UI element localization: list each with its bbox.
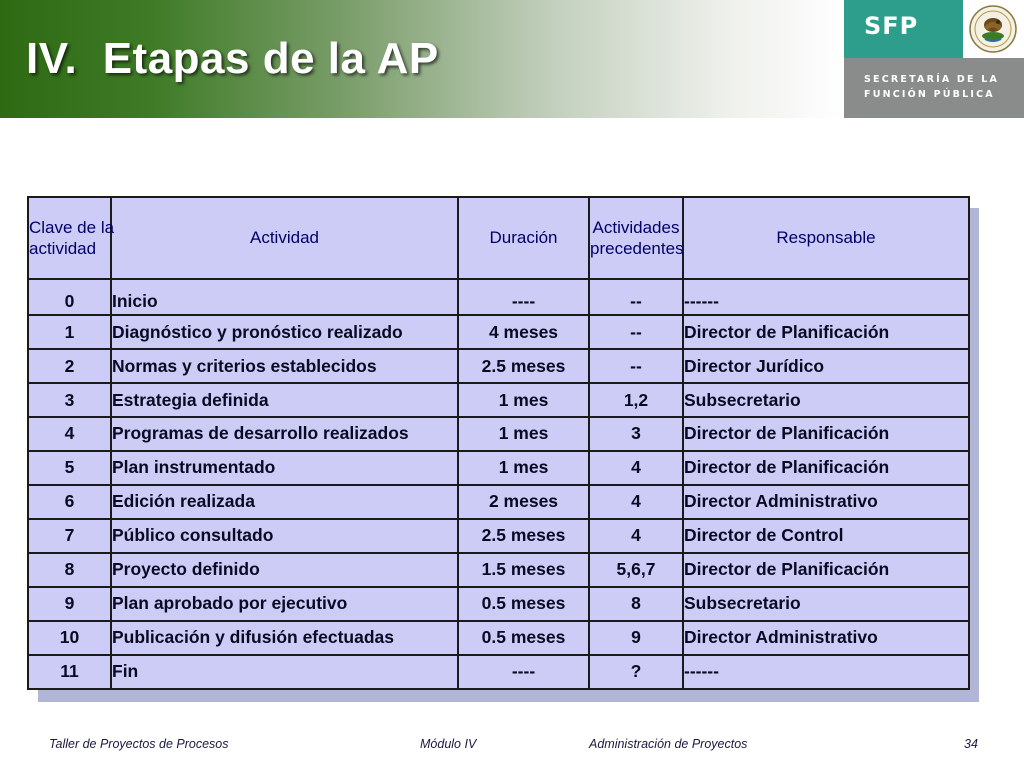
cell-duracion: 2.5 meses bbox=[458, 519, 589, 553]
cell-actividad: Inicio bbox=[111, 279, 458, 315]
cell-clave: 5 bbox=[28, 451, 111, 485]
table-row bbox=[28, 383, 969, 417]
cell-clave: 0 bbox=[28, 279, 111, 315]
cell-actividad: Plan instrumentado bbox=[111, 451, 458, 485]
slide-title: IV. Etapas de la AP bbox=[26, 34, 439, 83]
cell-precedentes: 4 bbox=[589, 451, 683, 485]
sfp-caption bbox=[864, 72, 1014, 102]
cell-precedentes: 4 bbox=[589, 485, 683, 519]
cell-responsable: Director de Control bbox=[683, 519, 969, 553]
table-row bbox=[28, 655, 969, 689]
cell-responsable: Director de Planificación bbox=[683, 553, 969, 587]
cell-responsable: Director de Planificación bbox=[683, 417, 969, 451]
header-clave bbox=[28, 197, 115, 279]
mexico-coat-of-arms-icon bbox=[967, 3, 1019, 55]
cell-precedentes: -- bbox=[589, 315, 683, 349]
table-row bbox=[28, 417, 969, 451]
cell-duracion: 1 mes bbox=[458, 451, 589, 485]
activity-table-container bbox=[27, 196, 968, 690]
sfp-caption-line2: FUNCIÓN PÚBLICA bbox=[864, 89, 995, 100]
cell-actividad: Público consultado bbox=[111, 519, 458, 553]
footer-course: Taller de Proyectos de Procesos bbox=[49, 737, 229, 751]
cell-precedentes: 3 bbox=[589, 417, 683, 451]
cell-precedentes: -- bbox=[589, 279, 683, 315]
cell-actividad: Proyecto definido bbox=[111, 553, 458, 587]
table-row bbox=[28, 451, 969, 485]
cell-precedentes: 9 bbox=[589, 621, 683, 655]
cell-precedentes: 4 bbox=[589, 519, 683, 553]
cell-clave: 4 bbox=[28, 417, 111, 451]
seal-box bbox=[963, 0, 1024, 58]
sfp-caption-line1: SECRETARÍA DE LA bbox=[864, 74, 1000, 85]
cell-responsable: ------ bbox=[683, 279, 969, 315]
cell-actividad: Edición realizada bbox=[111, 485, 458, 519]
activity-table bbox=[27, 196, 970, 690]
header-actividad: Actividad bbox=[111, 197, 458, 279]
table-row bbox=[28, 519, 969, 553]
cell-actividad: Normas y criterios establecidos bbox=[111, 349, 458, 383]
cell-responsable: Subsecretario bbox=[683, 587, 969, 621]
cell-clave: 9 bbox=[28, 587, 111, 621]
cell-actividad: Diagnóstico y pronóstico realizado bbox=[111, 315, 458, 349]
header-responsable: Responsable bbox=[683, 197, 969, 279]
cell-duracion: ---- bbox=[458, 279, 589, 315]
cell-clave: 10 bbox=[28, 621, 111, 655]
cell-precedentes: 5,6,7 bbox=[589, 553, 683, 587]
cell-clave: 6 bbox=[28, 485, 111, 519]
table-row bbox=[28, 587, 969, 621]
cell-precedentes: ? bbox=[589, 655, 683, 689]
table-row bbox=[28, 485, 969, 519]
table-row bbox=[28, 279, 969, 315]
cell-duracion: ---- bbox=[458, 655, 589, 689]
cell-actividad: Publicación y difusión efectuadas bbox=[111, 621, 458, 655]
header-precedentes bbox=[589, 197, 683, 279]
cell-duracion: 2 meses bbox=[458, 485, 589, 519]
header-precedentes-line1: Actividades bbox=[592, 218, 680, 237]
cell-responsable: Director Administrativo bbox=[683, 485, 969, 519]
sfp-acronym: SFP bbox=[864, 12, 919, 40]
cell-clave: 3 bbox=[28, 383, 111, 417]
footer-page-number: 34 bbox=[964, 737, 978, 751]
footer-module: Módulo IV bbox=[420, 737, 477, 751]
cell-precedentes: 1,2 bbox=[589, 383, 683, 417]
cell-duracion: 0.5 meses bbox=[458, 621, 589, 655]
cell-responsable: ------ bbox=[683, 655, 969, 689]
cell-duracion: 0.5 meses bbox=[458, 587, 589, 621]
cell-responsable: Director de Planificación bbox=[683, 451, 969, 485]
table-row bbox=[28, 315, 969, 349]
cell-clave: 1 bbox=[28, 315, 111, 349]
cell-responsable: Subsecretario bbox=[683, 383, 969, 417]
table-body bbox=[28, 279, 969, 689]
header-precedentes-line2: precedentes bbox=[590, 239, 684, 258]
header-clave-line2: actividad bbox=[29, 239, 97, 258]
sfp-acronym-box bbox=[844, 0, 963, 58]
sfp-logo bbox=[844, 0, 1024, 118]
cell-actividad: Plan aprobado por ejecutivo bbox=[111, 587, 458, 621]
cell-clave: 8 bbox=[28, 553, 111, 587]
cell-duracion: 1 mes bbox=[458, 417, 589, 451]
cell-actividad: Estrategia definida bbox=[111, 383, 458, 417]
table-row bbox=[28, 621, 969, 655]
cell-precedentes: -- bbox=[589, 349, 683, 383]
title-banner bbox=[0, 0, 844, 118]
cell-actividad: Fin bbox=[111, 655, 458, 689]
cell-duracion: 2.5 meses bbox=[458, 349, 589, 383]
cell-responsable: Director Jurídico bbox=[683, 349, 969, 383]
table-header-row bbox=[28, 197, 969, 279]
table-row bbox=[28, 349, 969, 383]
cell-clave: 11 bbox=[28, 655, 111, 689]
cell-clave: 2 bbox=[28, 349, 111, 383]
cell-actividad: Programas de desarrollo realizados bbox=[111, 417, 458, 451]
cell-duracion: 1 mes bbox=[458, 383, 589, 417]
cell-clave: 7 bbox=[28, 519, 111, 553]
header-duracion: Duración bbox=[458, 197, 589, 279]
cell-responsable: Director Administrativo bbox=[683, 621, 969, 655]
cell-duracion: 4 meses bbox=[458, 315, 589, 349]
cell-duracion: 1.5 meses bbox=[458, 553, 589, 587]
header-clave-line1: Clave de la bbox=[29, 218, 115, 237]
cell-precedentes: 8 bbox=[589, 587, 683, 621]
cell-responsable: Director de Planificación bbox=[683, 315, 969, 349]
footer-subject: Administración de Proyectos bbox=[589, 737, 748, 751]
table-row bbox=[28, 553, 969, 587]
